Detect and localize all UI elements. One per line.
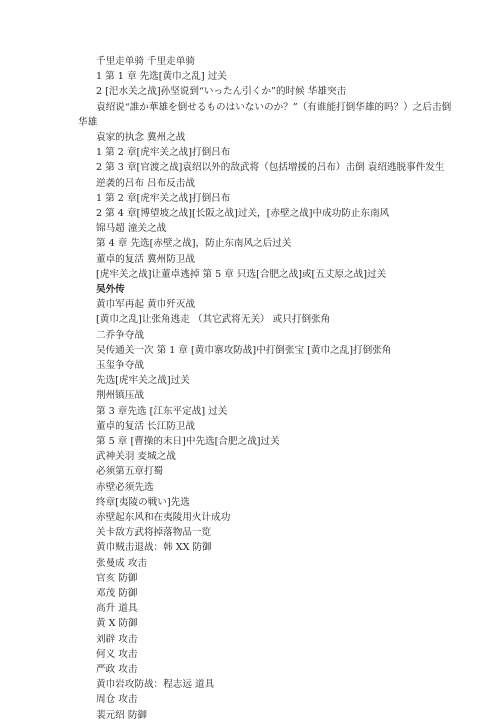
text-line: 刘辟 攻击 (96, 633, 138, 645)
text-line: 吴传通关一次 第 1 章 [黄巾寨攻防战]中打倒张宝 [黄巾之乱]打倒张角 (96, 344, 392, 356)
text-line: 黄巾岩攻防战：程志远 道具 (96, 679, 215, 691)
text-line: [黄巾之乱]让张角逃走 （其它武将无关） 或只打倒张角 (96, 314, 331, 326)
text-line: 黄 X 防御 (96, 618, 138, 630)
text-line: 千里走单骑 千里走单骑 (96, 56, 195, 67)
text-line: 1 第 1 章 先选[黄巾之乱] 过关 (96, 71, 227, 83)
text-line: 第 4 章 先选[赤壁之战]，防止东南风之后过关 (96, 238, 292, 250)
text-line: 赤壁必须先选 (96, 481, 154, 493)
text-line: 关卡敌方武将掉落物品一览 (96, 527, 212, 539)
text-line: 张曼成 攻击 (96, 557, 148, 569)
text-line: 邓茂 防御 (96, 588, 138, 599)
text-line: 1 第 2 章[虎牢关之战]打倒吕布 (96, 147, 231, 159)
text-line: 荆州镇压战 (96, 390, 144, 402)
text-line: 吴外传 (96, 284, 125, 295)
text-line: 董卓的复活 冀州防卫战 (96, 253, 195, 265)
text-line: 赤壁起东风和在夷陵用火计成功 (96, 512, 231, 523)
text-line: 第 5 章 [曹操的末日]中先选[合肥之战]过关 (96, 436, 280, 447)
text-line: 先选[虎牢关之战]过关 (96, 375, 190, 387)
text-line: 终章[夷陵の戦い]先选 (96, 496, 190, 508)
text-line: 2 第 4 章[博望坡之战][长阪之战]过关，[赤壁之战]中成功防止东南风 (96, 208, 390, 219)
text-line: 董卓的复活 长江防卫战 (96, 420, 195, 432)
text-line: 高升 道具 (96, 603, 138, 615)
text-line: 裴元绍 防御 (96, 709, 148, 721)
text-line: 二乔争夺战 (96, 329, 144, 341)
text-line: 玉玺争夺战 (96, 360, 144, 371)
text-line: 严政 攻击 (96, 664, 138, 675)
text-line: 袁家的执念 冀州之战 (96, 132, 186, 143)
text-line: [虎牢关之战]让董卓逃掉 第 5 章 只选[合肥之战]或[五丈原之战]过关 (96, 268, 387, 280)
text-line: 何义 攻击 (96, 648, 138, 660)
text-line: 2 [汜水关之战]孙坚说到“いったん引くか”的时候 华雄突击 (96, 86, 347, 98)
text-line: 黄巾贼击退战：韩 XX 防御 (96, 542, 212, 554)
text-line: 黄巾军再起 黄巾歼灭战 (96, 299, 195, 311)
text-line: 华雄 (78, 116, 98, 128)
text-line: 必须第五章打蜀 (96, 466, 164, 478)
text-line: 官亥 防御 (96, 572, 138, 584)
text-line: 第 3 章先选 [江东平定战] 过关 (96, 405, 228, 417)
text-line: 锦马超 潼关之战 (96, 223, 167, 235)
text-line: 周仓 攻击 (96, 694, 138, 706)
text-line: 袁绍说“誰か華雄を倒せるものはいないのか？”（有谁能打倒华雄的吗？）之后击倒 (96, 101, 452, 113)
text-line: 逆袭的吕布 吕布反击战 (96, 177, 195, 189)
text-line: 1 第 2 章[虎牢关之战]打倒吕布 (96, 192, 231, 204)
text-line: 2 第 3 章[官渡之战]袁绍以外的敌武将（包括增援的吕布）击倒 袁绍逃脱事件发生 (96, 162, 445, 174)
text-line: 武神关羽 麦城之战 (96, 451, 176, 463)
